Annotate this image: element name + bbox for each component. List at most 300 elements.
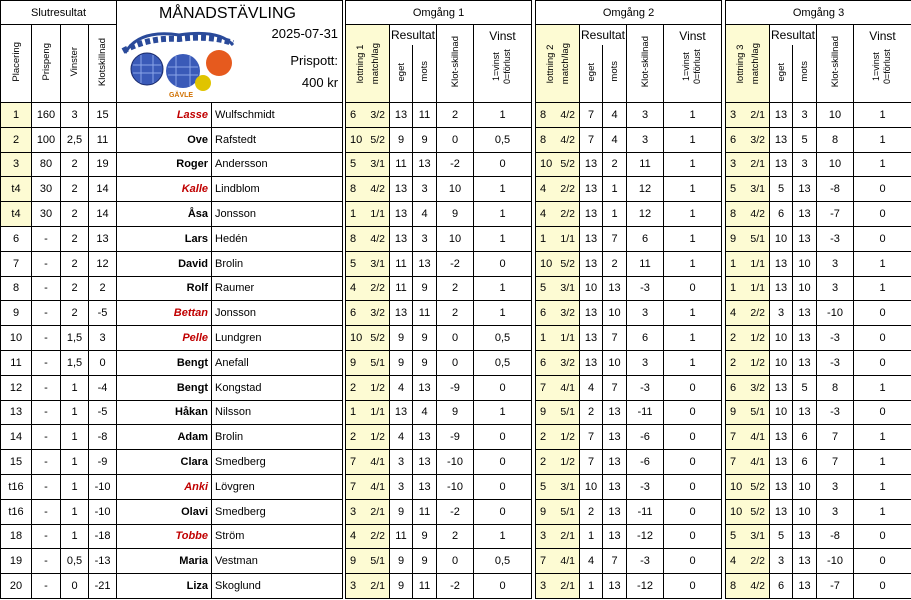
opp-score: 4	[603, 103, 627, 128]
match-team: 3/2	[750, 133, 765, 146]
lot-number: 10	[730, 480, 743, 493]
wins-cell: 1	[61, 450, 89, 475]
ball-diff: -11	[627, 400, 664, 425]
win-value: 1	[854, 425, 911, 450]
win-header	[474, 25, 532, 103]
lot-number: 7	[730, 431, 737, 444]
prize-cell: -	[32, 326, 61, 351]
round-row	[536, 276, 722, 301]
placement-cell: 12	[1, 375, 32, 400]
win-label: Vinst	[869, 29, 896, 43]
lot-number: 3	[730, 158, 737, 171]
own-score: 1	[580, 524, 603, 549]
ball-diff: 2	[437, 301, 474, 326]
diff-header-label: Klot-skillnad	[829, 36, 841, 88]
win-value: 1	[664, 301, 722, 326]
win-value: 1	[664, 177, 722, 202]
placement-cell: 8	[1, 276, 32, 301]
win-value: 0	[854, 574, 911, 599]
lot-cell	[726, 524, 770, 549]
win-value: 1	[854, 474, 911, 499]
lot-number: 9	[350, 356, 357, 369]
last-name: Kongstad	[212, 375, 343, 400]
ball-diff: 3	[817, 474, 854, 499]
wins-cell: 2	[61, 301, 89, 326]
lot-header	[346, 25, 390, 103]
last-name: Lundgren	[212, 326, 343, 351]
wins-cell: 1	[61, 499, 89, 524]
opp-score: 4	[603, 127, 627, 152]
diff-cell: 14	[89, 202, 117, 227]
ball-diff: 9	[437, 202, 474, 227]
lot-number: 8	[730, 580, 737, 593]
opp-score: 3	[793, 152, 817, 177]
opp-score: 3	[413, 226, 437, 251]
opp-score: 9	[413, 350, 437, 375]
match-team: 5/2	[560, 158, 575, 171]
round-title: Omgång 3	[726, 1, 911, 25]
player-row	[1, 400, 343, 425]
match-team: 4/2	[560, 108, 575, 121]
round-row	[726, 425, 911, 450]
ball-diff: -7	[817, 574, 854, 599]
opp-header: mots	[793, 45, 817, 103]
ball-diff: -2	[437, 251, 474, 276]
lot-number: 10	[540, 158, 553, 171]
lot-cell	[346, 524, 390, 549]
win-value: 0	[854, 177, 911, 202]
lot-number: 1	[350, 208, 357, 221]
lot-cell	[346, 177, 390, 202]
ball-diff: -9	[437, 425, 474, 450]
win-value: 1	[474, 524, 532, 549]
opp-score: 11	[413, 499, 437, 524]
lot-number: 5	[730, 183, 737, 196]
lot-number: 6	[540, 356, 547, 369]
lot-cell	[536, 202, 580, 227]
match-team: 4/2	[560, 133, 575, 146]
lot-cell	[536, 152, 580, 177]
own-score: 13	[770, 499, 793, 524]
own-score: 9	[390, 574, 413, 599]
player-row	[1, 549, 343, 574]
prize-cell: 30	[32, 177, 61, 202]
diff-cell: -18	[89, 524, 117, 549]
match-team: 4/2	[370, 232, 385, 245]
own-score: 7	[580, 450, 603, 475]
opp-score: 13	[793, 350, 817, 375]
win-value: 1	[854, 127, 911, 152]
round-title: Omgång 1	[346, 1, 532, 25]
match-team: 2/1	[370, 505, 385, 518]
own-score: 3	[770, 549, 793, 574]
lot-number: 1	[730, 282, 737, 295]
round-row	[346, 499, 532, 524]
round-row	[726, 251, 911, 276]
win-value: 1	[664, 103, 722, 128]
lot-number: 8	[540, 133, 547, 146]
first-name: Liza	[117, 574, 212, 599]
opp-score: 13	[413, 474, 437, 499]
round-row	[536, 202, 722, 227]
opp-score: 10	[793, 276, 817, 301]
round-1-table	[345, 0, 532, 599]
lot-number: 5	[350, 158, 357, 171]
opp-score: 13	[793, 202, 817, 227]
lot-number: 8	[350, 232, 357, 245]
col-header-vinster: Vinster	[61, 25, 89, 103]
ball-diff: -10	[817, 549, 854, 574]
opp-score: 1	[603, 177, 627, 202]
first-name: Ove	[117, 127, 212, 152]
lot-cell	[536, 127, 580, 152]
win-value: 0,5	[474, 350, 532, 375]
round-row	[346, 400, 532, 425]
win-value: 0	[474, 499, 532, 524]
draw-label: match/lag	[749, 42, 761, 85]
match-team: 3/1	[560, 480, 575, 493]
round-row	[726, 276, 911, 301]
ball-diff: 12	[627, 177, 664, 202]
diff-cell: 11	[89, 127, 117, 152]
opp-header: mots	[413, 45, 437, 103]
lot-cell	[346, 450, 390, 475]
wins-cell: 1	[61, 400, 89, 425]
lot-number: 6	[730, 133, 737, 146]
match-team: 4/1	[750, 431, 765, 444]
match-team: 2/2	[370, 530, 385, 543]
ball-diff: 2	[437, 276, 474, 301]
opp-score: 1	[603, 202, 627, 227]
ball-diff: -12	[627, 524, 664, 549]
prize-cell: -	[32, 375, 61, 400]
opp-score: 13	[603, 524, 627, 549]
own-score: 10	[770, 226, 793, 251]
ball-diff: 7	[817, 425, 854, 450]
ball-diff: 10	[437, 177, 474, 202]
lot-number: 3	[350, 580, 357, 593]
player-row	[1, 474, 343, 499]
win-header	[854, 25, 911, 103]
last-name: Jonsson	[212, 202, 343, 227]
wins-cell: 1	[61, 375, 89, 400]
opp-score: 13	[793, 177, 817, 202]
lot-number: 9	[540, 505, 547, 518]
match-team: 2/1	[560, 530, 575, 543]
lot-number: 5	[540, 282, 547, 295]
win-value: 1	[474, 226, 532, 251]
lot-number: 3	[540, 580, 547, 593]
win-value: 1	[854, 450, 911, 475]
win-value: 1	[854, 152, 911, 177]
placement-cell: t4	[1, 177, 32, 202]
ball-diff: -3	[817, 226, 854, 251]
last-name: Brolin	[212, 251, 343, 276]
round-row	[536, 152, 722, 177]
ball-diff: 7	[817, 450, 854, 475]
player-row	[1, 202, 343, 227]
own-score: 13	[390, 301, 413, 326]
own-score: 5	[770, 177, 793, 202]
prize-cell: -	[32, 574, 61, 599]
event-date: 2025-07-31	[271, 26, 339, 41]
win-value: 0	[664, 375, 722, 400]
lot-cell	[726, 226, 770, 251]
own-score: 7	[580, 103, 603, 128]
win-value: 1	[854, 251, 911, 276]
round-row	[346, 276, 532, 301]
round-row	[726, 127, 911, 152]
ball-diff: -10	[437, 450, 474, 475]
opp-score: 9	[413, 524, 437, 549]
opp-score: 13	[793, 574, 817, 599]
diff-cell: -9	[89, 450, 117, 475]
round-row	[726, 301, 911, 326]
match-team: 3/1	[750, 183, 765, 196]
own-header: eget	[770, 45, 793, 103]
own-score: 13	[770, 251, 793, 276]
win-value: 1	[664, 202, 722, 227]
win-value: 0	[664, 524, 722, 549]
win-value: 0,5	[474, 549, 532, 574]
opp-score: 10	[603, 301, 627, 326]
opp-score: 13	[793, 549, 817, 574]
match-team: 3/1	[750, 530, 765, 543]
lot-label: lottning 3	[734, 44, 746, 83]
wins-cell: 0,5	[61, 549, 89, 574]
wins-cell: 1	[61, 474, 89, 499]
opp-score: 13	[793, 400, 817, 425]
lot-number: 5	[350, 257, 357, 270]
opp-header: mots	[603, 45, 627, 103]
player-row	[1, 103, 343, 128]
wins-cell: 2	[61, 152, 89, 177]
lot-cell	[536, 326, 580, 351]
own-score: 13	[580, 350, 603, 375]
round-row	[536, 326, 722, 351]
opp-score: 7	[603, 375, 627, 400]
diff-header	[437, 25, 474, 103]
lot-cell	[536, 574, 580, 599]
own-score: 13	[580, 251, 603, 276]
first-name: Anki	[117, 474, 212, 499]
lot-cell	[536, 301, 580, 326]
ball-diff: -6	[627, 425, 664, 450]
lot-cell	[726, 276, 770, 301]
round-row	[726, 450, 911, 475]
win-value: 1	[854, 375, 911, 400]
match-team: 3/1	[370, 257, 385, 270]
diff-header-label: Klot-skillnad	[449, 36, 461, 88]
player-row	[1, 499, 343, 524]
ball-diff: -8	[817, 177, 854, 202]
win-value: 1	[474, 301, 532, 326]
ball-diff: -8	[817, 524, 854, 549]
own-score: 4	[580, 375, 603, 400]
lot-number: 4	[730, 307, 737, 320]
ball-diff: 3	[627, 103, 664, 128]
lot-number: 2	[540, 431, 547, 444]
round-row	[536, 127, 722, 152]
match-team: 2/1	[370, 580, 385, 593]
placement-cell: t4	[1, 202, 32, 227]
lot-cell	[346, 301, 390, 326]
first-name: David	[117, 251, 212, 276]
round-row	[536, 301, 722, 326]
lot-number: 9	[540, 406, 547, 419]
lot-cell	[726, 103, 770, 128]
win-value: 0,5	[474, 326, 532, 351]
round-row	[346, 425, 532, 450]
ball-diff: 0	[437, 127, 474, 152]
win-value: 1	[854, 103, 911, 128]
lot-header	[726, 25, 770, 103]
diff-cell: -8	[89, 425, 117, 450]
player-row	[1, 226, 343, 251]
round-row	[726, 226, 911, 251]
prize-cell: -	[32, 400, 61, 425]
match-team: 1/1	[370, 208, 385, 221]
placement-cell: 3	[1, 152, 32, 177]
round-row	[346, 127, 532, 152]
win-value: 1	[474, 400, 532, 425]
own-score: 10	[770, 350, 793, 375]
win-value: 0	[854, 326, 911, 351]
last-name: Jonsson	[212, 301, 343, 326]
placement-cell: 14	[1, 425, 32, 450]
lot-number: 8	[350, 183, 357, 196]
match-team: 2/2	[750, 555, 765, 568]
own-score: 13	[770, 127, 793, 152]
opp-score: 11	[413, 574, 437, 599]
placement-cell: 10	[1, 326, 32, 351]
placement-cell: 19	[1, 549, 32, 574]
own-score: 13	[770, 474, 793, 499]
lot-cell	[346, 226, 390, 251]
first-name: Roger	[117, 152, 212, 177]
ball-diff: -10	[817, 301, 854, 326]
prize-cell: -	[32, 301, 61, 326]
round-row	[726, 152, 911, 177]
match-team: 3/2	[560, 307, 575, 320]
own-score: 9	[390, 127, 413, 152]
round-3-table	[725, 0, 911, 599]
diff-cell: 2	[89, 276, 117, 301]
wins-cell: 1	[61, 425, 89, 450]
player-row	[1, 450, 343, 475]
round-row	[536, 251, 722, 276]
win-value: 0	[664, 549, 722, 574]
own-score: 11	[390, 276, 413, 301]
prize-cell: -	[32, 425, 61, 450]
lot-cell	[346, 499, 390, 524]
lot-cell	[726, 202, 770, 227]
round-row	[536, 574, 722, 599]
prize-cell: 80	[32, 152, 61, 177]
results-title: Slutresultat	[1, 1, 117, 25]
opp-score: 13	[793, 326, 817, 351]
lot-number: 1	[730, 257, 737, 270]
lot-cell	[346, 350, 390, 375]
win-legend: 1=vinst 0=förlust	[870, 49, 892, 85]
lot-cell	[536, 103, 580, 128]
event-name: MÅNADSTÄVLING	[159, 5, 296, 22]
diff-header-label: Klot-skillnad	[639, 36, 651, 88]
win-value: 1	[474, 202, 532, 227]
win-value: 0	[854, 524, 911, 549]
own-score: 10	[770, 400, 793, 425]
opp-score: 13	[603, 276, 627, 301]
lot-cell	[536, 251, 580, 276]
ball-diff: -3	[817, 400, 854, 425]
lot-number: 3	[730, 108, 737, 121]
own-score: 3	[390, 450, 413, 475]
diff-cell: -10	[89, 499, 117, 524]
opp-score: 7	[603, 226, 627, 251]
match-team: 2/1	[560, 580, 575, 593]
match-team: 4/2	[370, 183, 385, 196]
ball-diff: 6	[627, 326, 664, 351]
opp-score: 13	[793, 226, 817, 251]
opp-score: 13	[413, 375, 437, 400]
round-row	[346, 549, 532, 574]
opp-score: 10	[793, 251, 817, 276]
round-title: Omgång 2	[536, 1, 722, 25]
diff-cell: 0	[89, 350, 117, 375]
wins-cell: 3	[61, 103, 89, 128]
lot-number: 4	[350, 530, 357, 543]
ball-diff: -9	[437, 375, 474, 400]
win-value: 0	[854, 549, 911, 574]
opp-score: 4	[413, 400, 437, 425]
win-value: 1	[854, 499, 911, 524]
round-row	[346, 450, 532, 475]
prize-cell: -	[32, 499, 61, 524]
diff-header	[817, 25, 854, 103]
own-score: 13	[390, 177, 413, 202]
match-team: 5/2	[370, 332, 385, 345]
diff-cell: -5	[89, 400, 117, 425]
ball-diff: 11	[627, 152, 664, 177]
match-team: 1/1	[370, 406, 385, 419]
match-team: 3/2	[370, 108, 385, 121]
match-team: 5/1	[560, 505, 575, 518]
match-team: 5/1	[560, 406, 575, 419]
lot-cell	[346, 400, 390, 425]
own-score: 4	[580, 549, 603, 574]
own-score: 5	[770, 524, 793, 549]
last-name: Lövgren	[212, 474, 343, 499]
placement-cell: 6	[1, 226, 32, 251]
last-name: Wulfschmidt	[212, 103, 343, 128]
opp-score: 2	[603, 251, 627, 276]
opp-score: 10	[793, 499, 817, 524]
own-score: 2	[580, 499, 603, 524]
prize-cell: -	[32, 524, 61, 549]
win-value: 0	[664, 400, 722, 425]
first-name: Maria	[117, 549, 212, 574]
win-value: 1	[664, 127, 722, 152]
lot-number: 10	[730, 505, 743, 518]
ball-diff: 9	[437, 400, 474, 425]
round-row	[726, 524, 911, 549]
opp-score: 5	[793, 127, 817, 152]
lot-cell	[346, 202, 390, 227]
lot-number: 2	[730, 332, 737, 345]
win-value: 0	[474, 574, 532, 599]
ball-diff: 6	[627, 226, 664, 251]
lot-number: 2	[540, 456, 547, 469]
